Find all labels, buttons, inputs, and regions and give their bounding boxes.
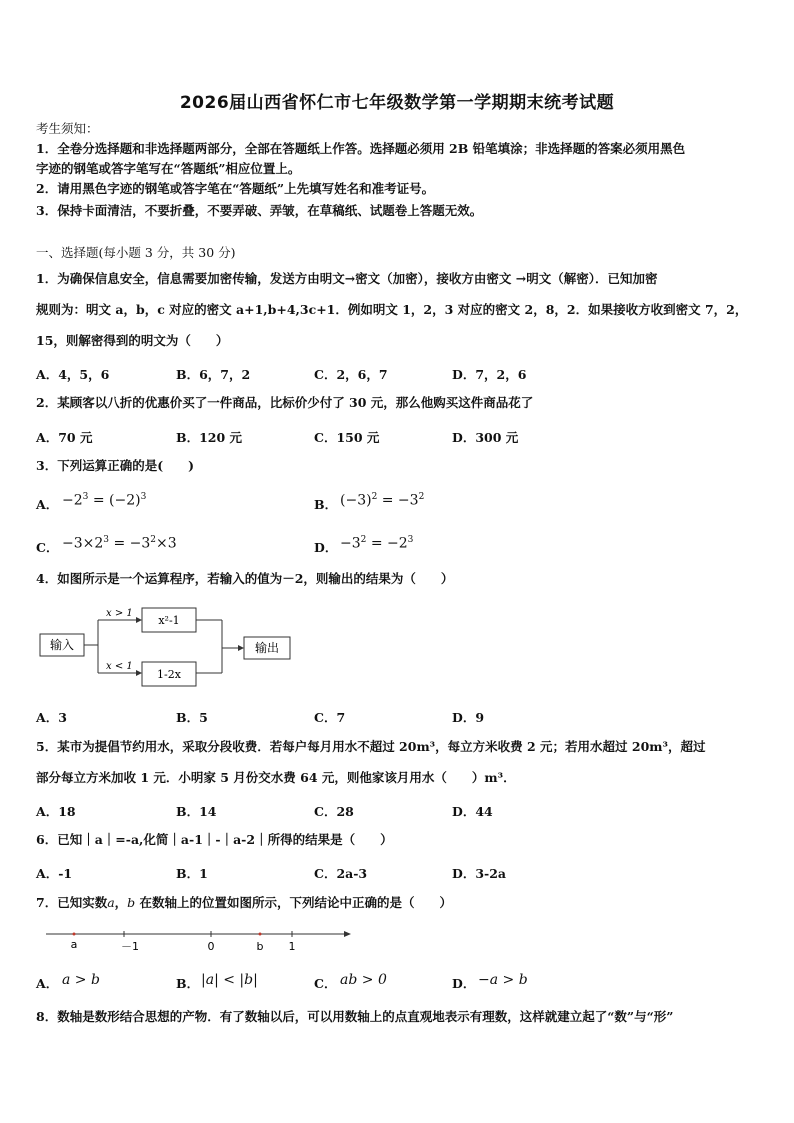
notice-item: 1．全卷分选择题和非选择题两部分，全部在答题纸上作答。选择题必须用 2B 铅笔填涂；非选择题的答案必须用黑色 [36,141,686,156]
option-b-formula: |a| < |b| [201,972,258,988]
option-b-label: B． [176,976,200,991]
question-7-text: 7．已知实数a，b 在数轴上的位置如图所示，下列结论中正确的是（ ） [36,895,453,910]
question-1-line: 15，则解密得到的明文为（ ） [36,333,229,348]
question-2-text: 2．某顾客以八折的优惠价买了一件商品，比标价少付了 30 元，那么他购买这件商品花了 [36,395,534,410]
flowchart-diagram [36,606,296,690]
option-a: A．70 元 [36,430,93,445]
tick-label: 1 [288,940,296,953]
option-d-formula: −a > b [478,972,528,988]
notice-item: 2．请用黑色字迹的钢笔或答字笔在“答题纸”上先填写姓名和准考证号。 [36,181,435,196]
flow-box-bottom: 1-2x [157,668,181,681]
option-a-label: A． [36,976,59,991]
question-5-line: 部分每立方米加收 1 元．小明家 5 月份交水费 64 元，则他家该月用水（ ）m³． [36,770,516,785]
option-d-label: D． [452,976,476,991]
tick-label: 0 [207,940,215,953]
option-b-formula: $(-3)^2 = -3^2$ [340,492,425,509]
option-c: C．7 [314,710,346,725]
option-c: C．150 元 [314,430,380,445]
option-c-formula: $-3\times 2^3 = -3^2\times 3$ [62,535,177,552]
option-c-formula: ab > 0 [340,972,387,988]
option-d: D．44 [452,804,493,819]
question-6-text: 6．已知｜a｜=-a,化简｜a-1｜-｜a-2｜所得的结果是（ ） [36,832,393,847]
option-d-formula: $-3^2 = -2^3$ [340,535,414,552]
option-c-label: C． [36,540,59,555]
option-a: A．-1 [36,866,73,881]
page-title: 2026届山西省怀仁市七年级数学第一学期期末统考试题 [179,93,615,113]
option-d: D．7，2，6 [452,367,527,382]
option-a-formula: $-2^3 = (-2)^3$ [62,492,147,509]
option-d: D．9 [452,710,485,725]
option-d: D．3-2a [452,866,507,881]
option-c-label: C． [314,976,337,991]
flow-cond-bottom: x < 1 [106,661,133,672]
flow-box-top: x²-1 [158,614,180,627]
notice-heading: 考生须知： [36,121,99,136]
question-1-line: 1．为确保信息安全，信息需要加密传输，发送方由明文→密文（加密），接收方由密文 →明文（解密）．已知加密 [36,271,658,286]
question-5-line: 5．某市为提倡节约用水，采取分段收费．若每户每月用水不超过 20m³，每立方米收费 2 元；若用水超过 20m³，超过 [36,739,706,754]
option-b: B．14 [176,804,217,819]
option-b-label: B． [314,497,338,512]
option-a: A．18 [36,804,76,819]
option-d-label: D． [314,540,338,555]
option-c: C．2，6，7 [314,367,388,382]
section-heading: 一、选择题(每小题 3 分，共 30 分) [36,245,236,260]
notice-item: 3．保持卡面清洁，不要折叠，不要弄破、弄皱，在草稿纸、试题卷上答题无效。 [36,203,483,218]
option-b: B．1 [176,866,208,881]
question-8-text: 8．数轴是数形结合思想的产物．有了数轴以后，可以用数轴上的点直观地表示有理数，这样就建立起了“数”与“形” [36,1009,674,1024]
notice-item: 字迹的钢笔或答字笔写在“答题纸”相应位置上。 [36,161,301,176]
question-3-text: 3．下列运算正确的是( ) [36,458,195,473]
question-4-text: 4．如图所示是一个运算程序，若输入的值为－2，则输出的结果为（ ） [36,571,454,586]
point-a [73,933,76,936]
flow-input-label: 输入 [49,638,75,652]
tick-label: a [70,938,78,951]
option-a: A．3 [36,710,67,725]
tick-label: b [256,940,264,953]
option-c: C．28 [314,804,354,819]
option-b: B．6，7，2 [176,367,251,382]
option-c: C．2a-3 [314,866,368,881]
option-a: A．4，5，6 [36,367,110,382]
tick-label: －1 [121,940,139,953]
option-b: B．5 [176,710,208,725]
option-a-label: A． [36,497,59,512]
option-d: D．300 元 [452,430,519,445]
question-1-line: 规则为：明文 a，b，c 对应的密文 a+1,b+4,3c+1．例如明文 1，2，3 对应的密文 2，8，2．如果接收方收到密文 7，2， [36,302,748,317]
option-a-formula: a > b [62,972,100,988]
option-b: B．120 元 [176,430,243,445]
point-b [259,933,262,936]
flow-output-label: 输出 [254,641,280,655]
number-line [44,926,354,954]
flow-cond-top: x > 1 [106,608,133,619]
